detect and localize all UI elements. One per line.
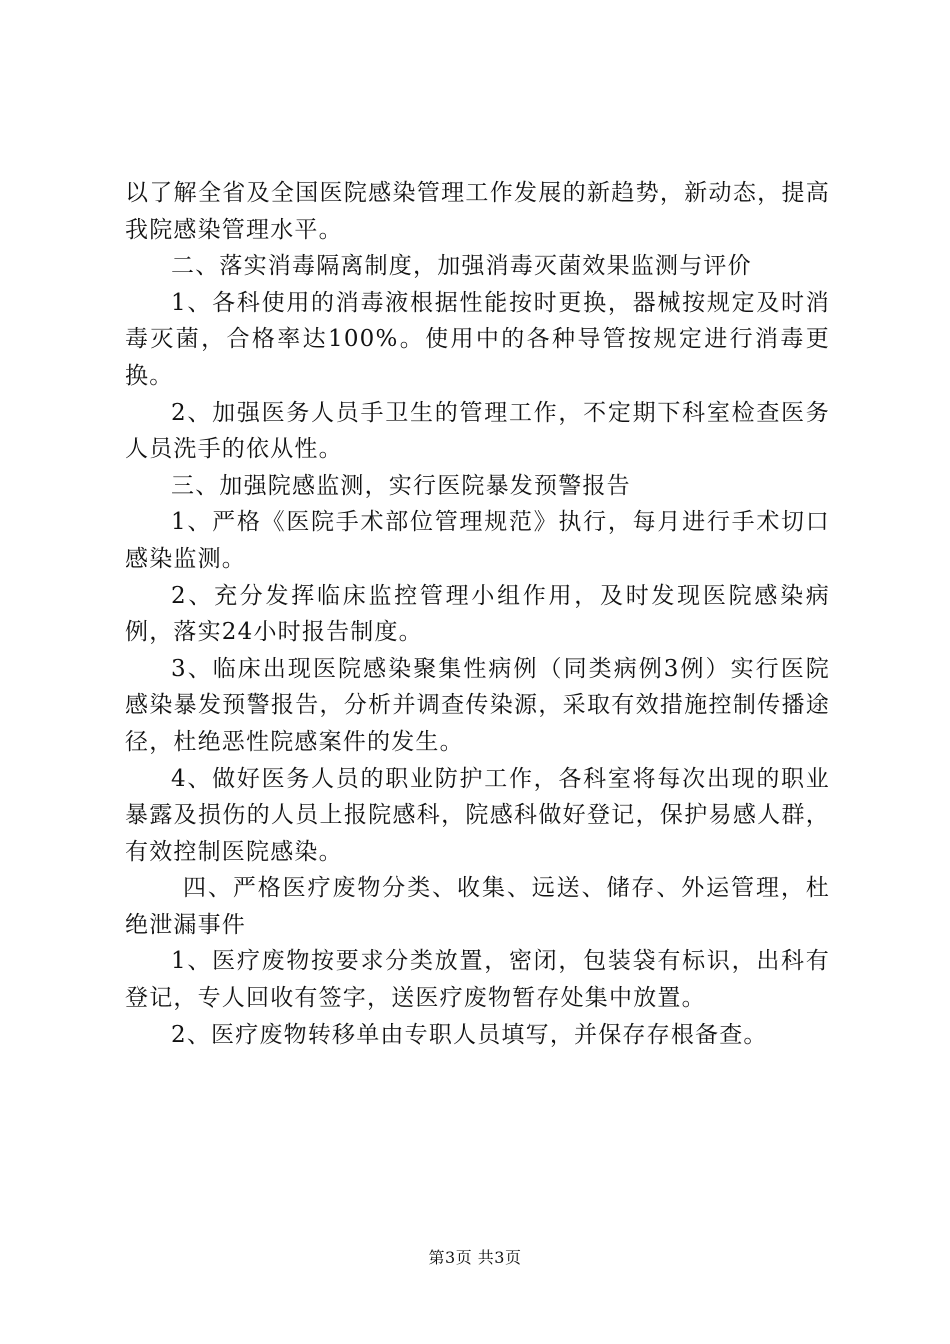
paragraph-4-2: 2、医疗废物转移单由专职人员填写，并保存存根备查。 <box>171 1021 768 1048</box>
paragraph-continuation: 以了解全省及全国医院感染管理工作发展的新趋势，新动态，提高我院感染管理水平。 <box>125 180 830 243</box>
section-heading-3: 三、加强院感监测，实行医院暴发预警报告 <box>171 472 631 499</box>
paragraph-2-1: 1、各科使用的消毒液根据性能按时更换，器械按规定及时消毒灭菌，合格率达100%。使用中的各种导管按规定进行消毒更换。 <box>125 289 830 389</box>
paragraph-2-2: 2、加强医务人员手卫生的管理工作，不定期下科室检查医务人员洗手的依从性。 <box>125 399 830 463</box>
paragraph-4-1: 1、医疗废物按要求分类放置，密闭，包装袋有标识，出科有登记，专人回收有签字，送医疗废物暂存处集中放置。 <box>125 948 830 1012</box>
page-number-footer: 第3页 共3页 <box>428 1248 522 1267</box>
paragraph-3-1: 1、严格《医院手术部位管理规范》执行，每月进行手术切口感染监测。 <box>125 509 830 572</box>
section-heading-4: 四、严格医疗废物分类、收集、远送、储存、外运管理，杜绝泄漏事件 <box>125 875 830 938</box>
paragraph-3-2: 2、充分发挥临床监控管理小组作用，及时发现医院感染病例，落实24小时报告制度。 <box>125 582 830 646</box>
paragraph-3-4: 4、做好医务人员的职业防护工作，各科室将每次出现的职业暴露及损伤的人员上报院感科，院感科做好登记，保护易感人群，有效控制医院感染。 <box>125 765 830 865</box>
section-heading-2: 二、落实消毒隔离制度，加强消毒灭菌效果监测与评价 <box>171 253 752 280</box>
paragraph-3-3: 3、临床出现医院感染聚集性病例（同类病例3例）实行医院感染暴发预警报告，分析并调查传染源，采取有效措施控制传播途径，杜绝恶性院感案件的发生。 <box>125 655 830 755</box>
document-body <box>125 175 830 1053</box>
